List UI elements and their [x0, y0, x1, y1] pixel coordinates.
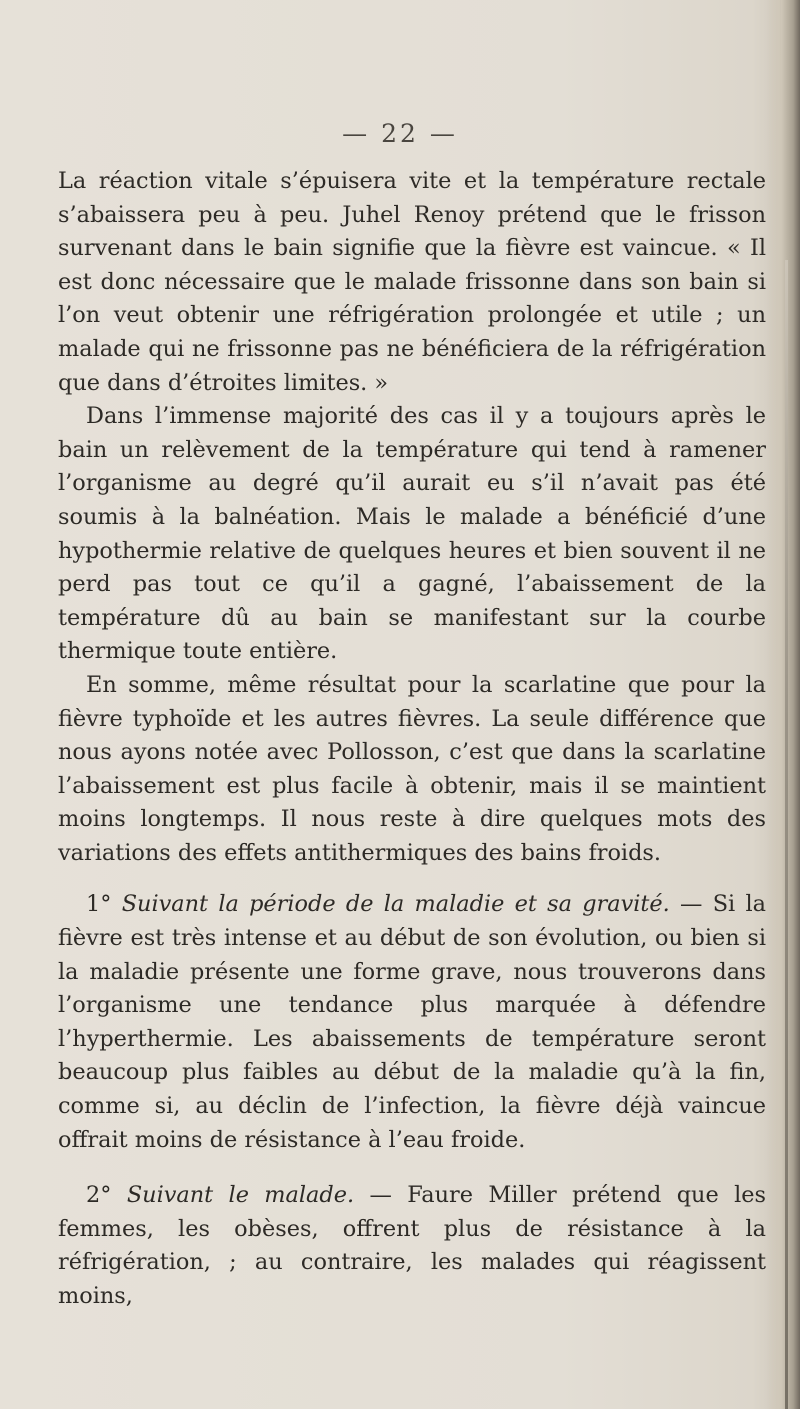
page-edge-shadow	[766, 0, 800, 1409]
body-text	[58, 165, 766, 1314]
page-number: — 22 —	[342, 119, 458, 148]
page-edge-line	[785, 260, 788, 1409]
paragraph-3: En somme, même résultat pour la scarlatine que pour la fièvre typhoïde et les autres fièvres. La seule différence que nous ayons notée avec Pollosson, c’est que dans la scarlatine l’abaissement est plus facile à obtenir, mais il se maintient moins longtemps. Il nous reste à dire quelques mots des variations des effets antithermiques des bains froids.	[58, 671, 766, 866]
section-number-2: 2°	[86, 1182, 112, 1209]
section-body-1: — Si la fièvre est très intense et au début de son évolution, ou bien si la maladie présente une forme grave, nous trouverons dans l’organisme une tendance plus marquée à défendre l’hyperthermie. Les abaissements de température seront beaucoup plus faibles au début de la maladie qu’à la fin, comme si, au déclin de l’infection, la fièvre déjà vaincue offrait moins de résistance à l’eau froide.	[58, 891, 766, 1153]
paragraph-1: La réaction vitale s’épuisera vite et la température rectale s’abaissera peu à peu. Juhel Renoy prétend que le frisson survenant dans le bain signifie que la fièvre est vaincue. « Il est donc nécessaire que le malade frissonne dans son bain si l’on veut obtenir une réfrigération prolongée et utile ; un malade qui ne frissonne pas ne bénéficiera de la réfrigération que dans d’étroites limites. »	[58, 168, 766, 396]
section-heading-2: Suivant le malade.	[126, 1182, 355, 1209]
section-gap	[58, 870, 766, 888]
paragraph-5	[58, 1179, 766, 1313]
section-gap	[58, 1157, 766, 1179]
paragraph-2: Dans l’immense majorité des cas il y a toujours après le bain un relèvement de la température qui tend à ramener l’organisme au degré qu’il aurait eu s’il n’avait pas été soumis à la balnéation. Mais le malade a bénéficié d’une hypothermie relative de quelques heures et bien souvent il ne perd pas tout ce qu’il a gagné, l’abaissement de la température dû au bain se manifestant sur la courbe thermique toute entière.	[58, 403, 766, 665]
paragraph-4	[58, 888, 766, 1157]
section-body-2: — Faure Miller prétend que les femmes, les obèses, offrent plus de résistance à la réfrigération, ; au contraire, les malades qui réagissent moins,	[58, 1182, 767, 1309]
section-number-1: 1°	[86, 891, 112, 918]
section-heading-1: Suivant la période de la maladie et sa gravité.	[121, 891, 670, 918]
